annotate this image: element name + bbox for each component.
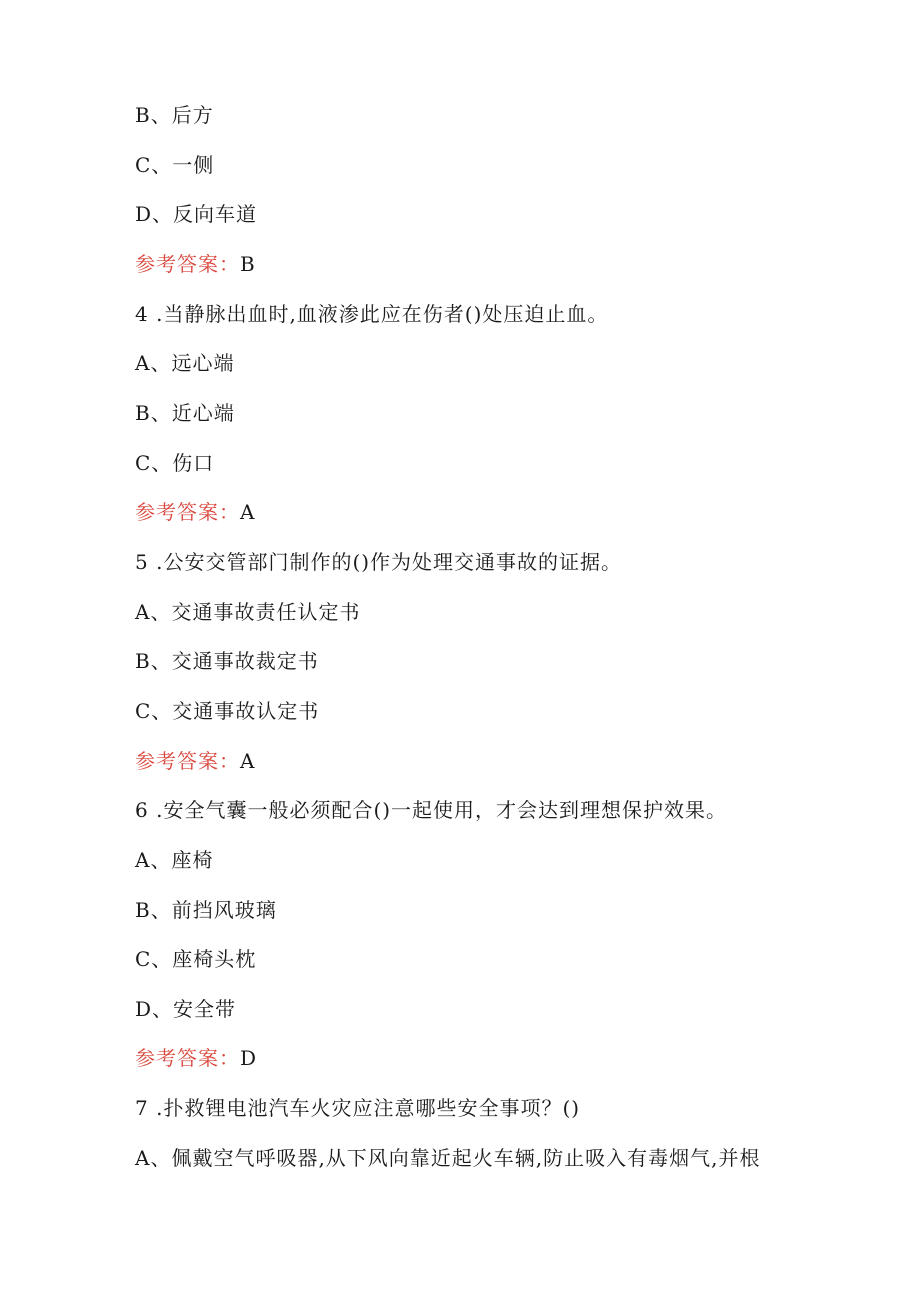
question-4: 4 .当静脉出血时,血液渗此应在伤者()处压迫止血。 bbox=[135, 302, 609, 326]
option-a: A、座椅 bbox=[135, 848, 214, 872]
option-c: C、座椅头枕 bbox=[135, 947, 257, 971]
answer-line bbox=[135, 748, 255, 774]
option-a: A、佩戴空气呼吸器,从下风向靠近起火车辆,防止吸入有毒烟气,并根 bbox=[135, 1146, 761, 1170]
answer-value: B bbox=[240, 252, 256, 276]
answer-value: D bbox=[240, 1046, 258, 1070]
question-5: 5 .公安交管部门制作的()作为处理交通事故的证据。 bbox=[135, 550, 623, 574]
answer-label: 参考答案： bbox=[135, 500, 240, 524]
answer-label: 参考答案： bbox=[135, 749, 240, 773]
option-b: B、前挡风玻璃 bbox=[135, 898, 277, 922]
question-7: 7 .扑救锂电池汽车火灾应注意哪些安全事项？() bbox=[135, 1096, 581, 1120]
option-b: B、近心端 bbox=[135, 401, 235, 425]
answer-line bbox=[135, 251, 256, 277]
option-a: A、交通事故责任认定书 bbox=[135, 600, 361, 624]
option-d: D、反向车道 bbox=[135, 202, 258, 226]
answer-line bbox=[135, 499, 255, 525]
answer-label: 参考答案： bbox=[135, 1046, 240, 1070]
option-b: B、后方 bbox=[135, 103, 214, 127]
option-d: D、安全带 bbox=[135, 997, 237, 1021]
option-c: C、伤口 bbox=[135, 451, 215, 475]
answer-line bbox=[135, 1045, 257, 1071]
answer-value: A bbox=[240, 749, 256, 773]
option-a: A、远心端 bbox=[135, 351, 235, 375]
option-c: C、一侧 bbox=[135, 153, 215, 177]
option-c: C、交通事故认定书 bbox=[135, 699, 320, 723]
question-6: 6 .安全气囊一般必须配合()一起使用，才会达到理想保护效果。 bbox=[135, 798, 728, 822]
option-b: B、交通事故裁定书 bbox=[135, 649, 319, 673]
answer-label: 参考答案： bbox=[135, 252, 240, 276]
answer-value: A bbox=[240, 500, 256, 524]
